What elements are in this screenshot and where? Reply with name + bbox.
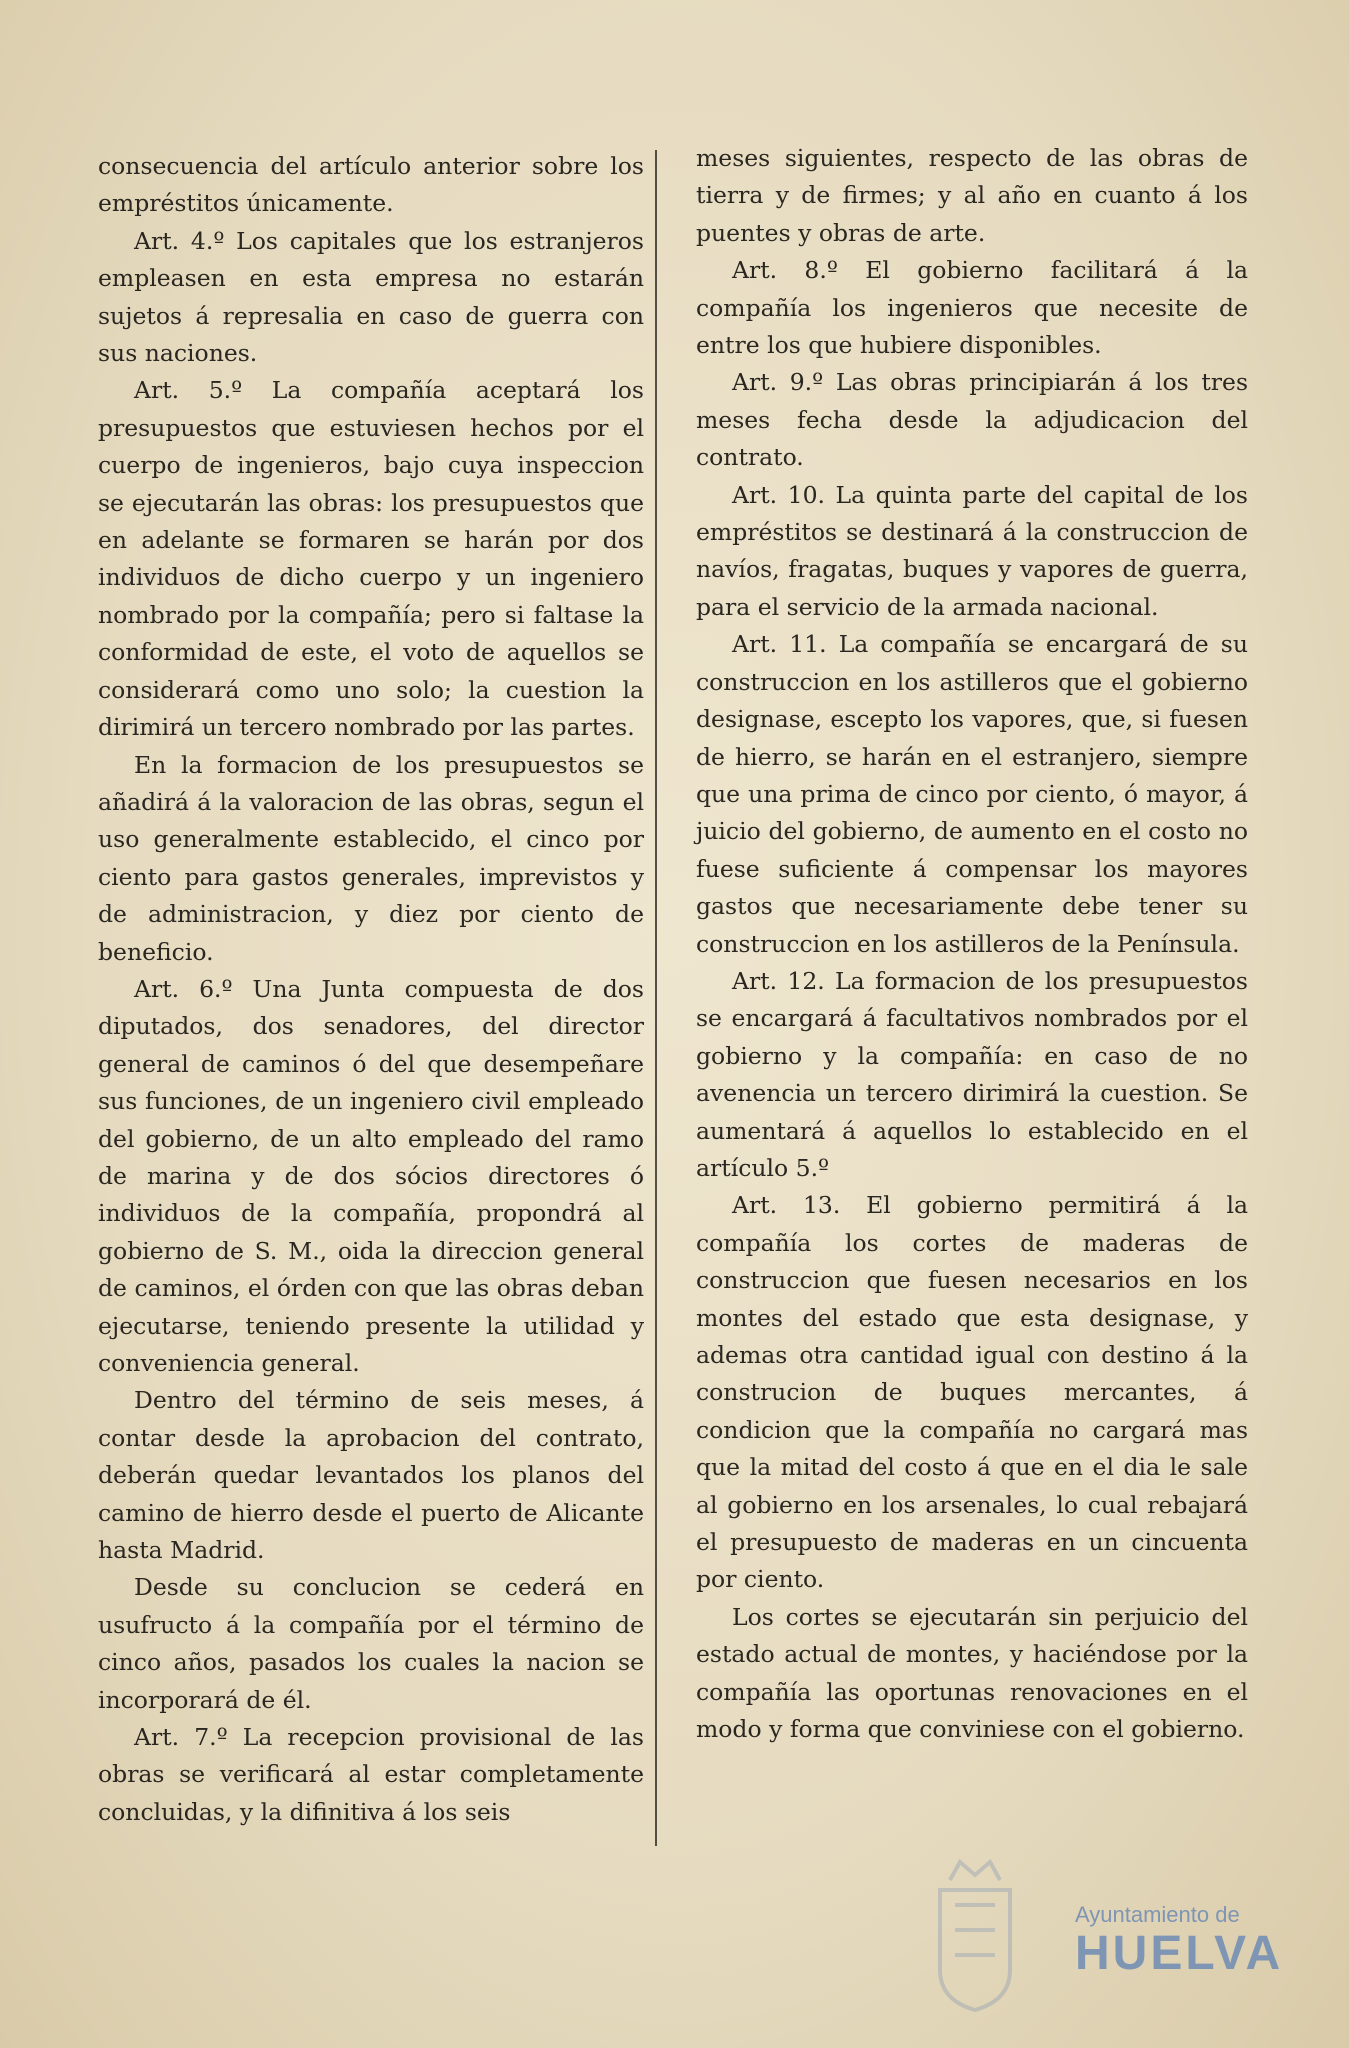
paragraph-art-8: Art. 8.º El gobierno facilitará á la compañía los ingenieros que necesite de entre los que hubiere disponibles. — [696, 256, 1248, 360]
paragraph-art-9: Art. 9.º Las obras principiarán á los tres meses fecha desde la adjudicacion del contrato. — [696, 368, 1248, 472]
paragraph: Dentro del término de seis meses, á contar desde la aprobacion del contrato, deberán quedar levantados los planos del camino de hierro desde el puerto de Alicante hasta Madrid. — [98, 1386, 644, 1565]
paragraph-art-5: Art. 5.º La compañía aceptará los presupuestos que estuviesen hechos por el cuerpo de ingenieros, bajo cuya inspeccion se ejecutarán las obras: los presupuestos que en adelante se formaren se harán por dos individuos de dicho cuerpo y un ingeniero nombrado por la compañía; pero si faltase la conformidad de este, el voto de aquellos se considerará como uno solo; la cuestion la dirimirá un tercero nombrado por las partes. — [98, 376, 644, 742]
right-column — [696, 140, 1248, 1748]
paragraph: En la formacion de los presupuestos se añadirá á la valoracion de las obras, segun el uso generalmente establecido, el cinco por ciento para gastos generales, imprevistos y de administracion, y diez por ciento de beneficio. — [98, 750, 644, 966]
paragraph-art-6: Art. 6.º Una Junta compuesta de dos diputados, dos senadores, del director general de caminos ó del que desempeñare sus funciones, de un ingeniero civil empleado del gobierno, de un alto empleado del ramo de marina y de dos sócios directores ó individuos de la compañía, propondrá al gobierno de S. M., oida la direccion general de caminos, el órden con que las obras deban ejecutarse, teniendo presente la utilidad y conveniencia general. — [98, 974, 644, 1377]
paragraph-art-7: Art. 7.º La recepcion provisional de las obras se verificará al estar completamente concluidas, y la difinitiva á los seis — [98, 1723, 644, 1826]
paragraph-art-11: Art. 11. La compañía se encargará de su construccion en los astilleros que el gobierno designase, escepto los vapores, que, si fuesen de hierro, se harán en el estranjero, siempre que una prima de cinco por ciento, ó mayor, á juicio del gobierno, de aumento en el costo no fuese suficiente á compensar los mayores gastos que necesariamente debe tener su construccion en los astilleros de la Península. — [696, 630, 1248, 958]
watermark-line2: HUELVA — [1075, 1927, 1284, 1980]
paragraph: Desde su conclucion se cederá en usufructo á la compañía por el término de cinco años, pasados los cuales la nacion se incorporará de él. — [98, 1573, 644, 1714]
paragraph: consecuencia del artículo anterior sobre los empréstitos únicamente. — [98, 152, 644, 218]
paragraph: Los cortes se ejecutarán sin perjuicio del estado actual de montes, y haciéndose por la compañía las oportunas renovaciones en el modo y forma que conviniese con el gobierno. — [696, 1602, 1248, 1744]
watermark-line1: Ayuntamiento de — [1075, 1902, 1240, 1927]
paragraph-art-12: Art. 12. La formacion de los presupuestos se encargará á facultativos nombrados por el gobierno y la compañía: en caso de no avenencia un tercero dirimirá la cuestion. Se aumentará á aquellos lo establecido en el artículo 5.º — [696, 966, 1248, 1182]
paragraph-art-10: Art. 10. La quinta parte del capital de los empréstitos se destinará á la construccion de navíos, fragatas, buques y vapores de guerra, para el servicio de la armada nacional. — [696, 480, 1248, 621]
column-divider — [655, 150, 657, 1846]
paragraph: meses siguientes, respecto de las obras de tierra y de firmes; y al año en cuanto á los puentes y obras de arte. — [696, 144, 1248, 247]
paragraph-art-13: Art. 13. El gobierno permitirá á la compañía los cortes de maderas de construccion que fuesen necesarios en los montes del estado que esta designase, y ademas otra cantidad igual con destino á la construcion de buques mercantes, á condicion que la compañía no cargará mas que la mitad del costo á que en el dia le sale al gobierno en los arsenales, lo cual rebajará el presupuesto de maderas en un cincuenta por ciento. — [696, 1191, 1248, 1594]
left-column — [98, 148, 644, 1831]
paragraph-art-4: Art. 4.º Los capitales que los estranjeros empleasen en esta empresa no estarán sujetos á represalia en caso de guerra con sus naciones. — [98, 226, 644, 368]
